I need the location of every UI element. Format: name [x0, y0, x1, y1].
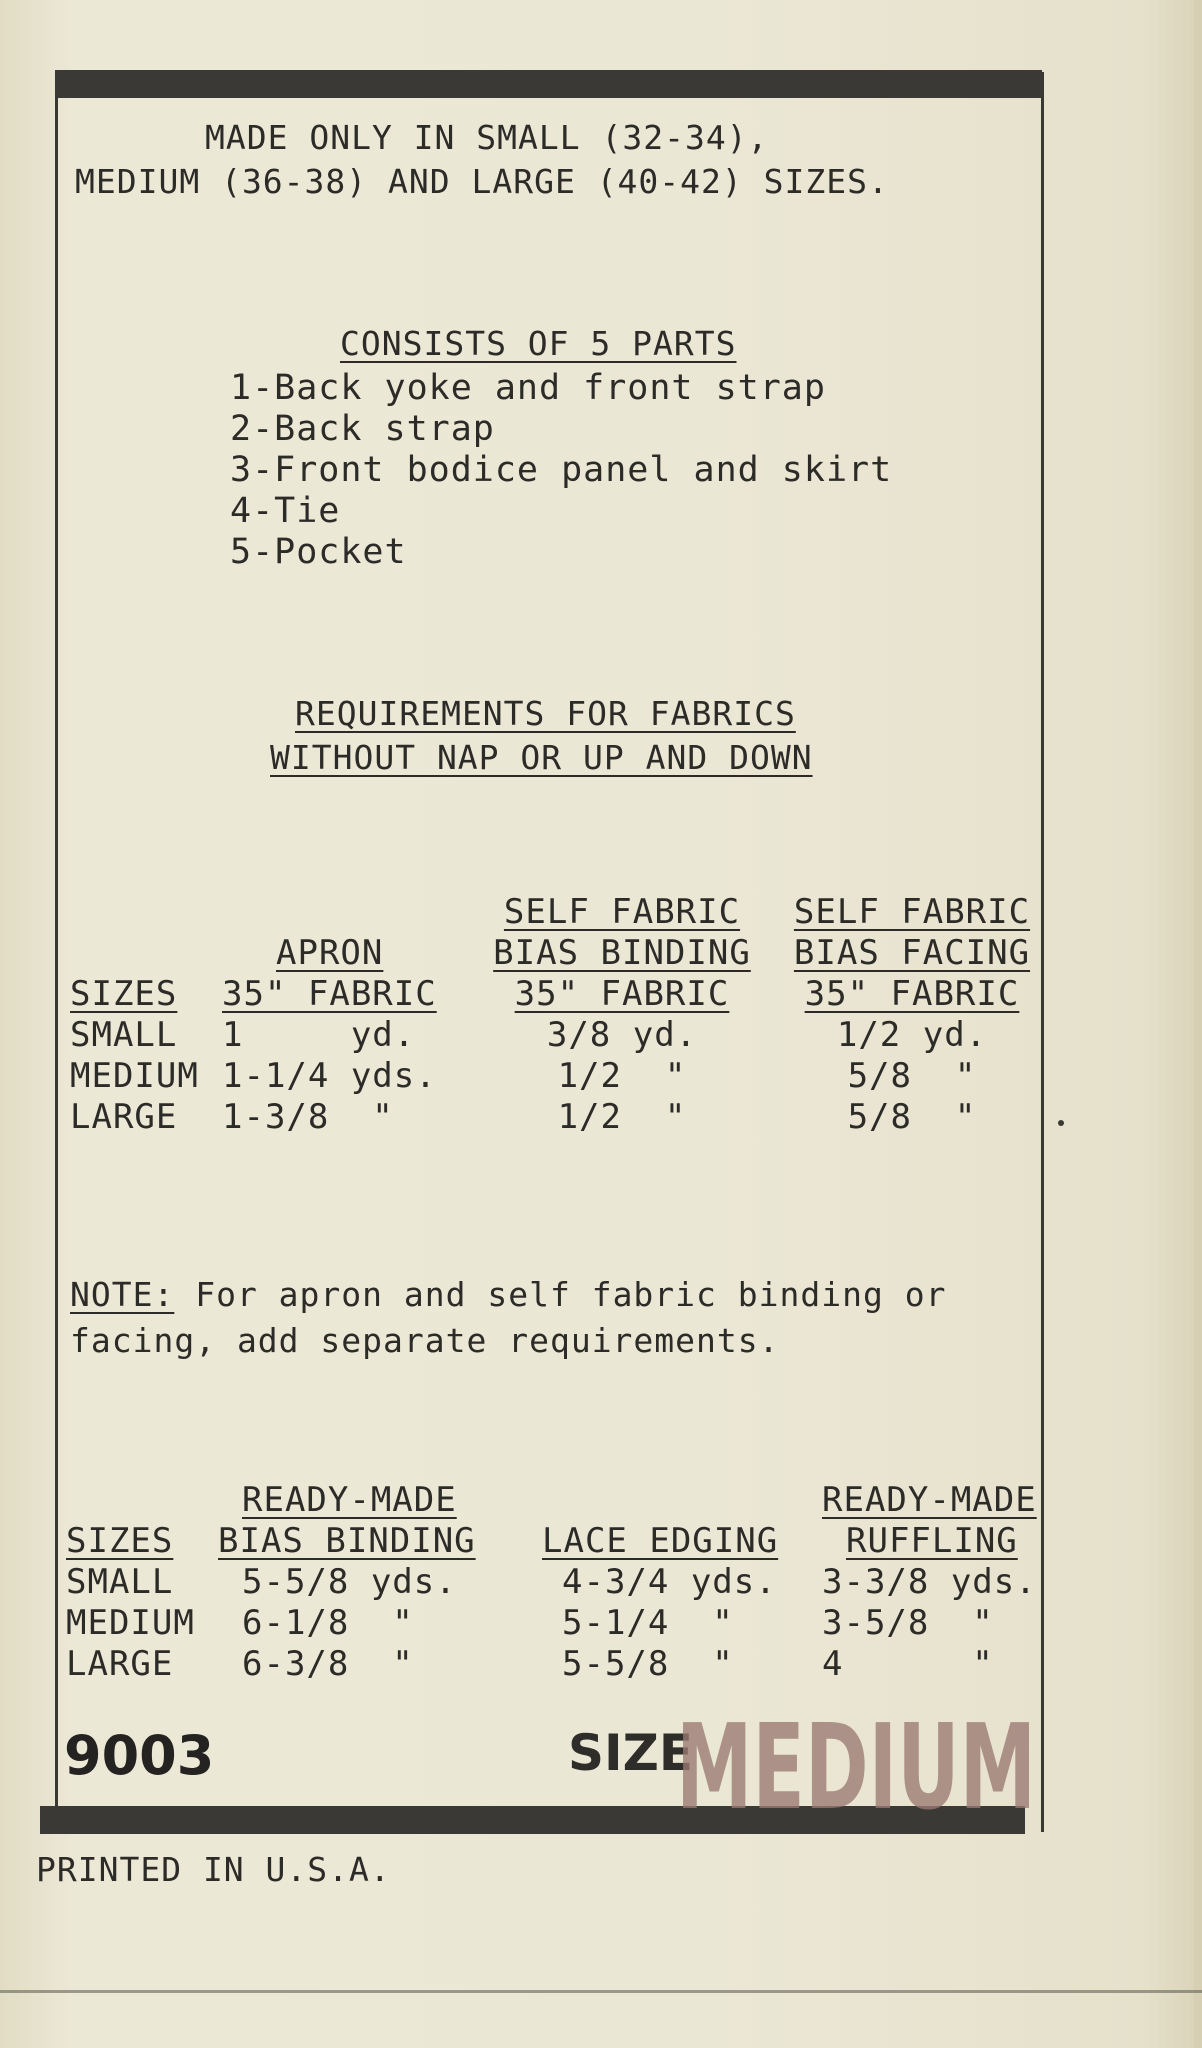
table-row [66, 1562, 1062, 1603]
sizes-note-line-1: MADE ONLY IN SMALL (32-34), [205, 118, 769, 157]
table-cell: 1/2 yd. [836, 1015, 988, 1055]
table-header-cell: 35" FABRIC [804, 974, 1020, 1014]
trim-requirements-table [66, 1480, 1062, 1685]
table-header-cell: 35" FABRIC [222, 974, 437, 1014]
table-header-row [70, 892, 1052, 933]
table-cell: 5-5/8 " [562, 1644, 734, 1684]
table-cell: 4-3/4 yds. [562, 1562, 777, 1602]
table-cell: MEDIUM [66, 1603, 195, 1643]
note-line-2: facing, add separate requirements. [70, 1321, 780, 1360]
size-stamp [672, 1690, 1042, 1836]
table-row [66, 1603, 1062, 1644]
table-header-cell [222, 892, 472, 933]
parts-list-item: 1-Back yoke and front strap [230, 368, 826, 408]
fabric-requirements-table [70, 892, 1052, 1138]
table-cell: 6-1/8 " [242, 1603, 414, 1643]
table-header-cell: 35" FABRIC [514, 974, 730, 1014]
table-header-cell: SIZES [66, 1521, 174, 1561]
table-cell: 1/2 " [557, 1056, 687, 1096]
table-header-cell: SELF FABRIC [793, 892, 1031, 932]
requirements-heading-line-2: WITHOUT NAP OR UP AND DOWN [270, 738, 813, 777]
table-header-cell: LACE EDGING [542, 1521, 779, 1561]
table-header-cell [70, 892, 222, 933]
table-header-cell: RUFFLING [846, 1521, 1018, 1561]
table-cell: LARGE [70, 1097, 178, 1137]
table-header-cell: BIAS BINDING [218, 1521, 476, 1561]
table-cell: 3-5/8 " [822, 1603, 994, 1643]
table-cell: 3/8 yd. [546, 1015, 698, 1055]
table-header-cell: BIAS FACING [793, 933, 1031, 973]
table-cell: 3-3/8 yds. [822, 1562, 1037, 1602]
table-header-row [70, 974, 1052, 1015]
ink-dot [1058, 1120, 1064, 1126]
table-header-cell: SELF FABRIC [503, 892, 741, 932]
requirements-heading-line-1: REQUIREMENTS FOR FABRICS [295, 694, 796, 733]
parts-list-item: 2-Back strap [230, 409, 495, 449]
table-cell: 4 " [822, 1644, 994, 1684]
table-header-cell: READY-MADE [242, 1480, 457, 1520]
table-cell: 5/8 " [847, 1056, 977, 1096]
table-cell: 5/8 " [847, 1097, 977, 1137]
parts-list-item: 4-Tie [230, 491, 341, 531]
fold-line [0, 1990, 1202, 1993]
table-cell: 1/2 " [557, 1097, 687, 1137]
note-label: NOTE: [70, 1275, 175, 1314]
pattern-number: 9003 [64, 1724, 215, 1787]
table-header-cell: SIZES [70, 974, 178, 1014]
table-header-row [66, 1480, 1062, 1521]
parts-list [230, 368, 892, 573]
table-cell: 5-1/4 " [562, 1603, 734, 1643]
table-cell: 5-5/8 yds. [242, 1562, 457, 1602]
table-cell: SMALL [66, 1562, 174, 1602]
table-header-cell [70, 933, 222, 974]
parts-list-item: 5-Pocket [230, 532, 407, 572]
table-header-cell: BIAS BINDING [493, 933, 751, 973]
table-cell: 1 yd. [222, 1015, 416, 1055]
table-row [70, 1097, 1052, 1138]
table-row [70, 1015, 1052, 1056]
note-paragraph [70, 1272, 946, 1364]
table-header-row [70, 933, 1052, 974]
table-cell: 1-1/4 yds. [222, 1056, 437, 1096]
size-stamp-text: MEDIUM [676, 1698, 1036, 1836]
table-header-cell: READY-MADE [822, 1480, 1037, 1520]
table-cell: LARGE [66, 1644, 174, 1684]
table-header-cell: APRON [276, 933, 384, 973]
table-cell: SMALL [70, 1015, 178, 1055]
parts-list-item: 3-Front bodice panel and skirt [230, 450, 893, 490]
table-row [66, 1644, 1062, 1685]
paper-edge [1194, 0, 1202, 2048]
table-header-cell [66, 1480, 218, 1521]
size-label: SIZE [568, 1724, 694, 1782]
top-rule [55, 70, 1042, 98]
table-header-row [66, 1521, 1062, 1562]
table-cell: 1-3/8 " [222, 1097, 394, 1137]
note-line-1: For apron and self fabric binding or [174, 1275, 947, 1314]
parts-heading: CONSISTS OF 5 PARTS [340, 324, 737, 363]
table-cell: MEDIUM [70, 1056, 199, 1096]
table-row [70, 1056, 1052, 1097]
table-header-cell [542, 1480, 822, 1521]
printed-in-usa: PRINTED IN U.S.A. [36, 1850, 391, 1889]
table-cell: 6-3/8 " [242, 1644, 414, 1684]
sizes-note-line-2: MEDIUM (36-38) AND LARGE (40-42) SIZES. [75, 162, 889, 201]
